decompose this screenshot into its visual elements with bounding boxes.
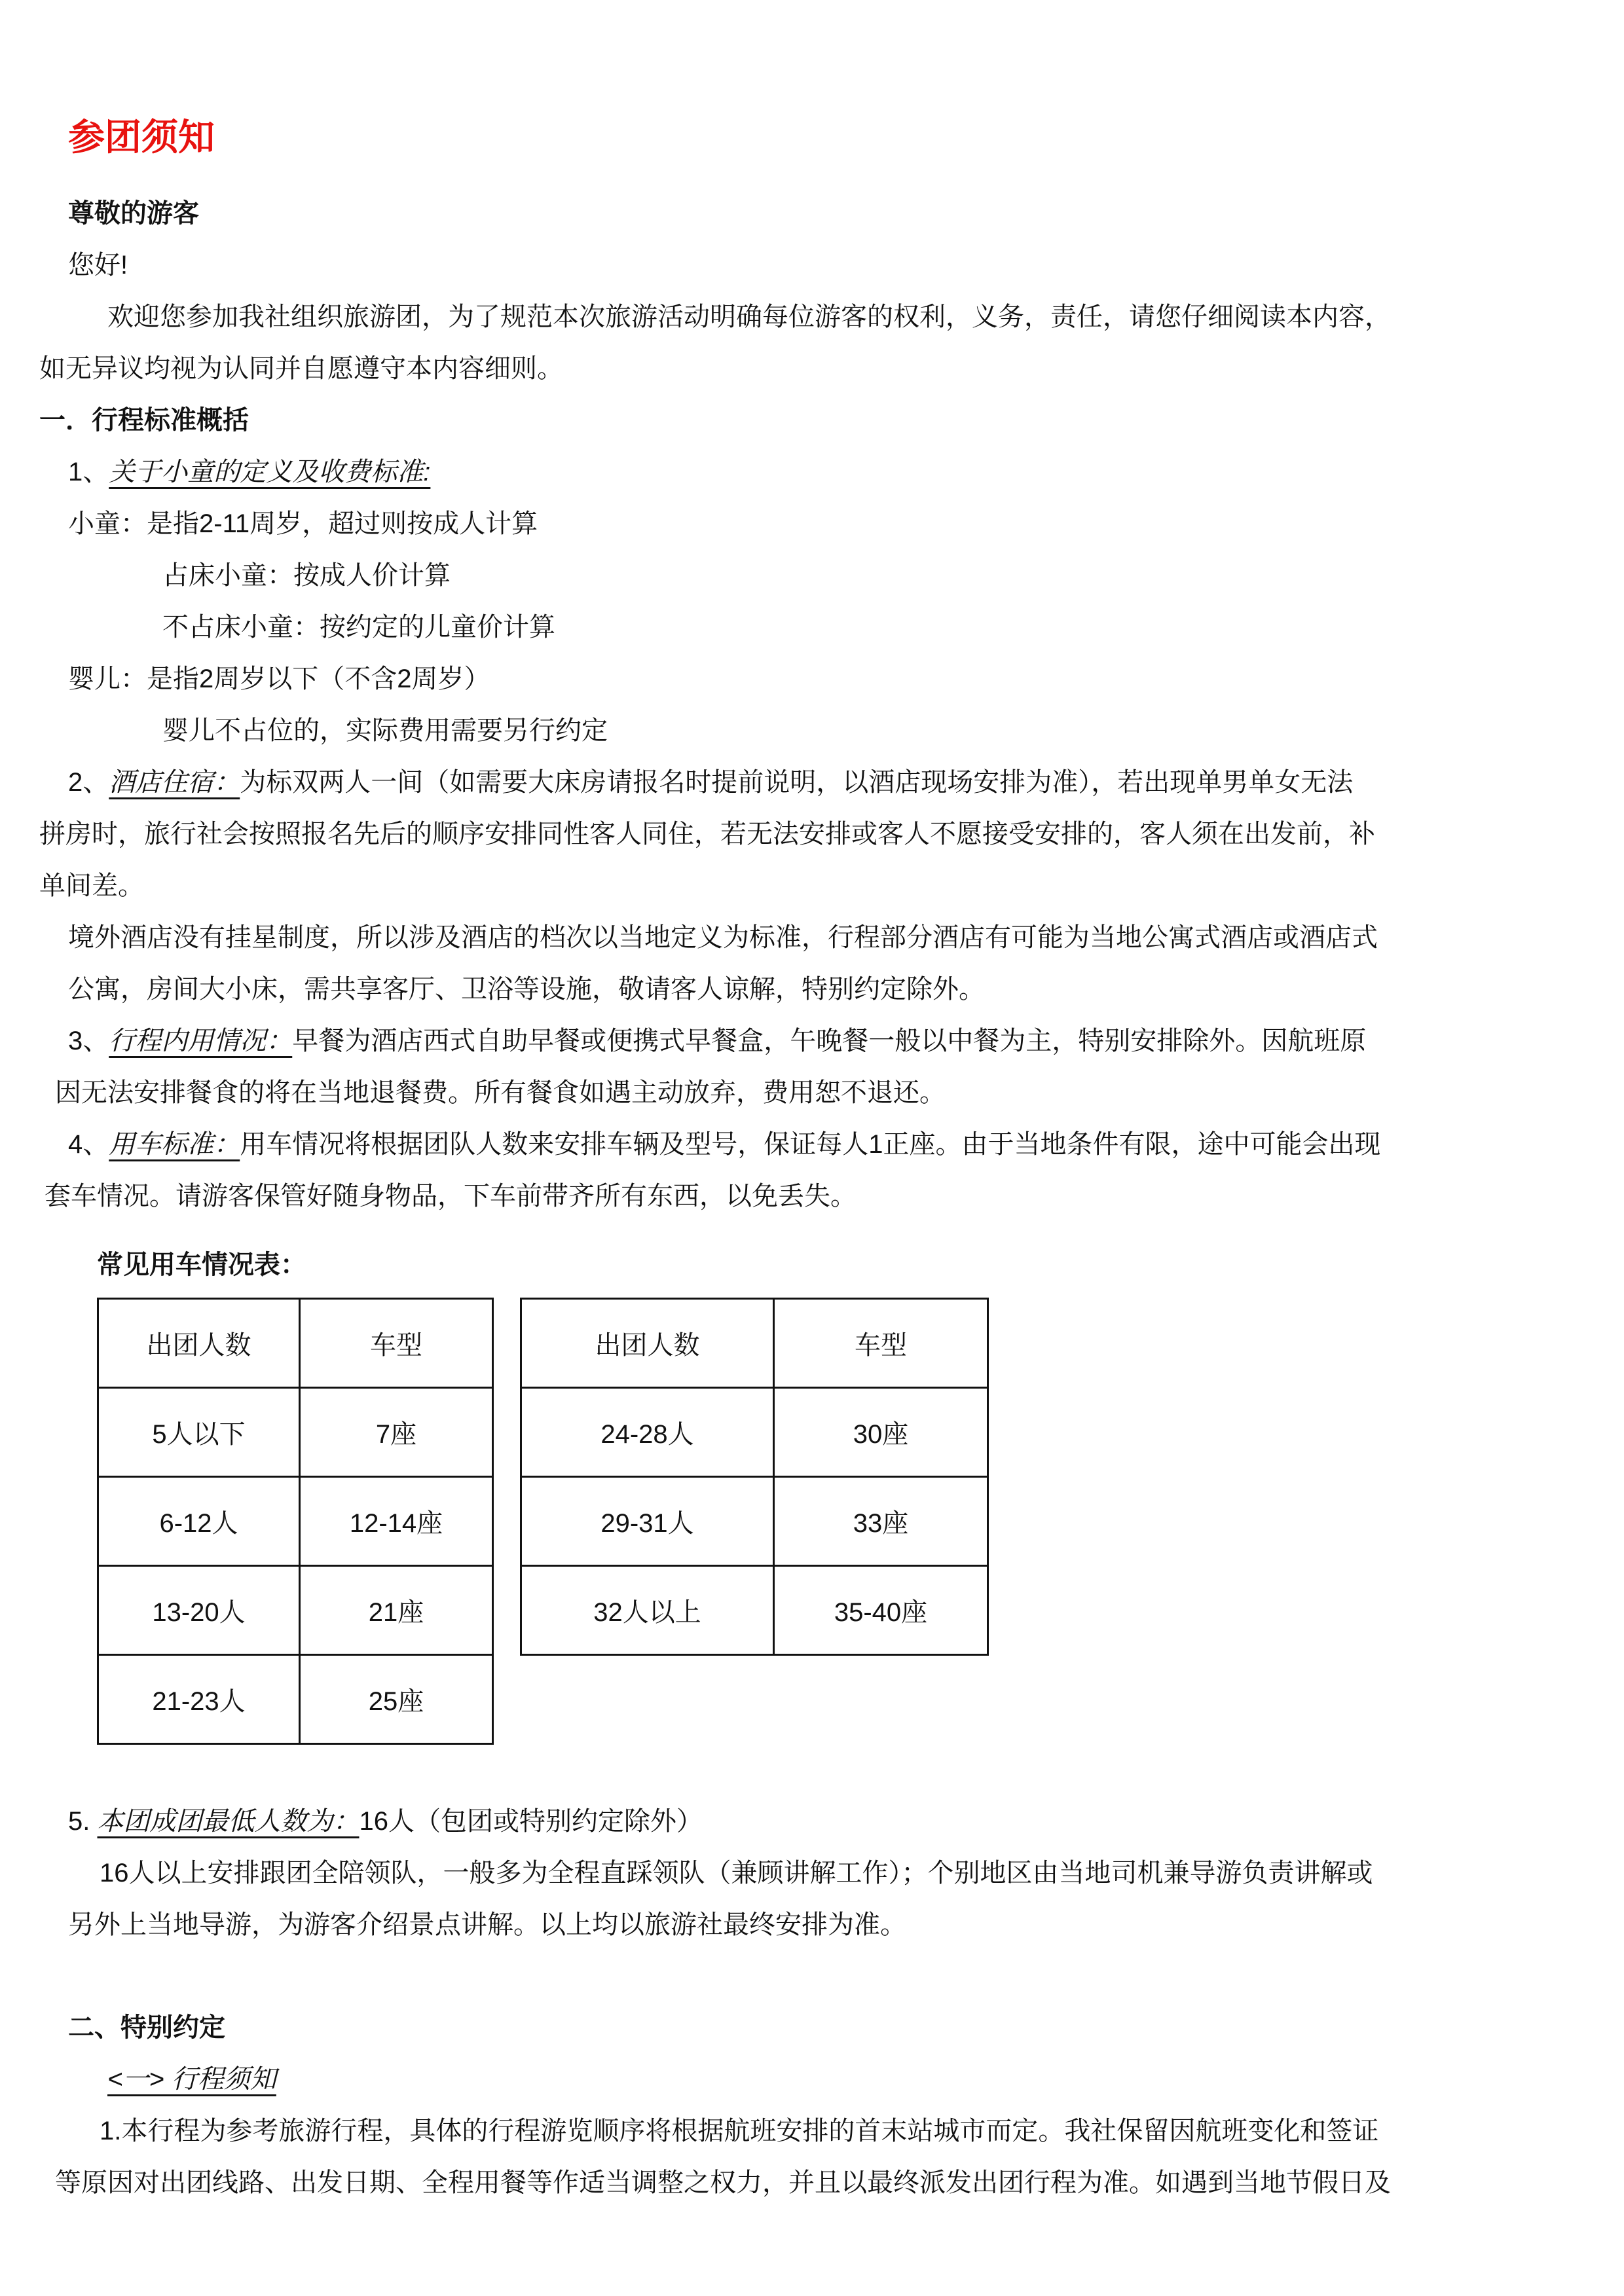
table-row xyxy=(521,1388,988,1477)
section2-heading xyxy=(39,2002,1598,2054)
table-row xyxy=(521,1566,988,1655)
table-row xyxy=(98,1655,493,1744)
table-cell: 30座 xyxy=(774,1388,988,1477)
item5-text-3: 另外上当地导游，为游客介绍景点讲解。以上均以旅游社最终安排为准。 xyxy=(68,1910,906,1939)
salutation-text: 尊敬的游客 xyxy=(68,199,199,228)
child-line-2 xyxy=(39,550,1598,602)
item-number: 4、 xyxy=(68,1130,109,1159)
item4-line-2 xyxy=(39,1171,1598,1222)
item4-line-1 xyxy=(39,1119,1598,1171)
infant-text-2: 婴儿不占位的，实际费用需要另行约定 xyxy=(162,716,608,745)
item-number: 1、 xyxy=(68,458,109,486)
clause-title: 用车标准： xyxy=(109,1130,240,1159)
intro-text-2: 如无异议均视为认同并自愿遵守本内容细则。 xyxy=(39,354,563,383)
item-number: 2、 xyxy=(68,768,109,797)
child-text-2: 占床小童：按成人价计算 xyxy=(162,561,451,590)
table-cell: 32人以上 xyxy=(521,1566,774,1655)
vehicle-tables xyxy=(97,1298,1598,1745)
infant-text-1: 婴儿：是指2周岁以下（不含2周岁） xyxy=(68,665,490,693)
section2-sub-heading xyxy=(39,2054,1598,2105)
child-text-1: 小童：是指2-11周岁，超过则按成人计算 xyxy=(68,509,538,538)
vehicle-table-caption xyxy=(39,1239,1598,1291)
item3-line-1 xyxy=(39,1015,1598,1067)
table-cell: 5人以下 xyxy=(98,1388,300,1477)
intro-line-1 xyxy=(39,291,1598,343)
hotel-note-text-1: 境外酒店没有挂星制度，所以涉及酒店的档次以当地定义为标准，行程部分酒店有可能为当地公寓式酒店或酒店式 xyxy=(68,923,1378,952)
table-row xyxy=(98,1477,493,1566)
clause-text: 为标双两人一间（如需要大床房请报名时提前说明，以酒店现场安排为准），若出现单男单女无法 xyxy=(240,768,1354,797)
sec2-item1-line-2 xyxy=(39,2157,1598,2209)
item5-line-3 xyxy=(39,1899,1598,1951)
section2-heading-text: 二、特别约定 xyxy=(68,2013,225,2042)
section1-heading-text: 一．行程标准概括 xyxy=(39,406,249,435)
salutation-line xyxy=(39,188,1598,240)
table-row xyxy=(98,1299,493,1388)
table-row xyxy=(521,1299,988,1388)
hello-text: 您好! xyxy=(68,251,128,280)
item1-line xyxy=(39,446,1598,498)
table-row xyxy=(98,1388,493,1477)
sub-heading-text: <一> 行程须知 xyxy=(107,2065,276,2094)
item2-line-3 xyxy=(39,860,1598,912)
sec2-item1-text-2: 等原因对出团线路、出发日期、全程用餐等作适当调整之权力，并且以最终派发出团行程为准。如遇到当地节假日及 xyxy=(55,2168,1391,2197)
table-cell: 29-31人 xyxy=(521,1477,774,1566)
doc-title: 参团须知 xyxy=(68,117,215,158)
child-line-3 xyxy=(39,602,1598,653)
hotel-note-text-2: 公寓，房间大小床，需共享客厅、卫浴等设施，敬请客人谅解，特别约定除外。 xyxy=(68,975,985,1004)
table-cell: 24-28人 xyxy=(521,1388,774,1477)
sec2-item1-text-1: 1.本行程为参考旅游行程，具体的行程游览顺序将根据航班安排的首末站城市而定。我社保留因航班变化和签证 xyxy=(100,2117,1379,2145)
table-cell: 25座 xyxy=(300,1655,493,1744)
item3-text-2: 因无法安排餐食的将在当地退餐费。所有餐食如遇主动放弃，费用恕不退还。 xyxy=(55,1078,946,1107)
item-number: 3、 xyxy=(68,1027,109,1055)
clause-text: 16人（包团或特别约定除外） xyxy=(359,1807,703,1836)
vehicle-table-right xyxy=(520,1298,989,1656)
clause-title: 行程内用情况： xyxy=(109,1027,293,1055)
table-cell: 33座 xyxy=(774,1477,988,1566)
infant-line-2 xyxy=(39,705,1598,757)
section1-heading xyxy=(39,395,1598,446)
table-row xyxy=(521,1477,988,1566)
item5-text-2: 16人以上安排跟团全陪领队，一般多为全程直踩领队（兼顾讲解工作）；个别地区由当地司机兼导游负责讲解或 xyxy=(100,1859,1373,1887)
table-row xyxy=(98,1566,493,1655)
sec2-item1-line-1 xyxy=(39,2105,1598,2157)
clause-text: 用车情况将根据团队人数来安排车辆及型号，保证每人1正座。由于当地条件有限，途中可能会出现 xyxy=(240,1130,1381,1159)
item3-line-2 xyxy=(39,1067,1598,1119)
hello-line xyxy=(39,240,1598,291)
table-cell: 21座 xyxy=(300,1566,493,1655)
hotel-note-line-1 xyxy=(39,912,1598,964)
table-cell: 12-14座 xyxy=(300,1477,493,1566)
clause-title: 关于小童的定义及收费标准: xyxy=(109,458,431,486)
clause-title: 酒店住宿： xyxy=(109,768,240,797)
item-number: 5. xyxy=(68,1807,98,1836)
item2-text-2: 拼房时，旅行社会按照报名先后的顺序安排同性客人同住，若无法安排或客人不愿接受安排的，客人须在出发前，补 xyxy=(39,820,1375,848)
item5-line-2 xyxy=(39,1848,1598,1899)
table-cell: 7座 xyxy=(300,1388,493,1477)
item5-line-1 xyxy=(39,1796,1598,1848)
table-cell: 13-20人 xyxy=(98,1566,300,1655)
hotel-note-line-2 xyxy=(39,964,1598,1015)
vehicle-table-caption-text: 常见用车情况表： xyxy=(97,1250,306,1279)
vehicle-table-left xyxy=(97,1298,494,1745)
child-text-3: 不占床小童：按约定的儿童价计算 xyxy=(162,613,555,642)
table-cell: 车型 xyxy=(300,1299,493,1388)
intro-line-2 xyxy=(39,343,1598,395)
table-cell: 出团人数 xyxy=(98,1299,300,1388)
table-cell: 车型 xyxy=(774,1299,988,1388)
item2-text-3: 单间差。 xyxy=(39,871,144,900)
item4-text-2: 套车情况。请游客保管好随身物品，下车前带齐所有东西，以免丢失。 xyxy=(45,1182,857,1211)
table-cell: 35-40座 xyxy=(774,1566,988,1655)
table-cell: 6-12人 xyxy=(98,1477,300,1566)
clause-title: 本团成团最低人数为： xyxy=(97,1807,360,1836)
clause-text: 早餐为酒店西式自助早餐或便携式早餐盒，午晚餐一般以中餐为主，特别安排除外。因航班原 xyxy=(292,1027,1367,1055)
table-cell: 21-23人 xyxy=(98,1655,300,1744)
item2-line-2 xyxy=(39,809,1598,860)
infant-line-1 xyxy=(39,653,1598,705)
table-cell: 出团人数 xyxy=(521,1299,774,1388)
child-line-1 xyxy=(39,498,1598,550)
item2-line-1 xyxy=(39,757,1598,809)
intro-text-1: 欢迎您参加我社组织旅游团，为了规范本次旅游活动明确每位游客的权利，义务，责任，请您仔细阅读本内容， xyxy=(107,302,1391,331)
